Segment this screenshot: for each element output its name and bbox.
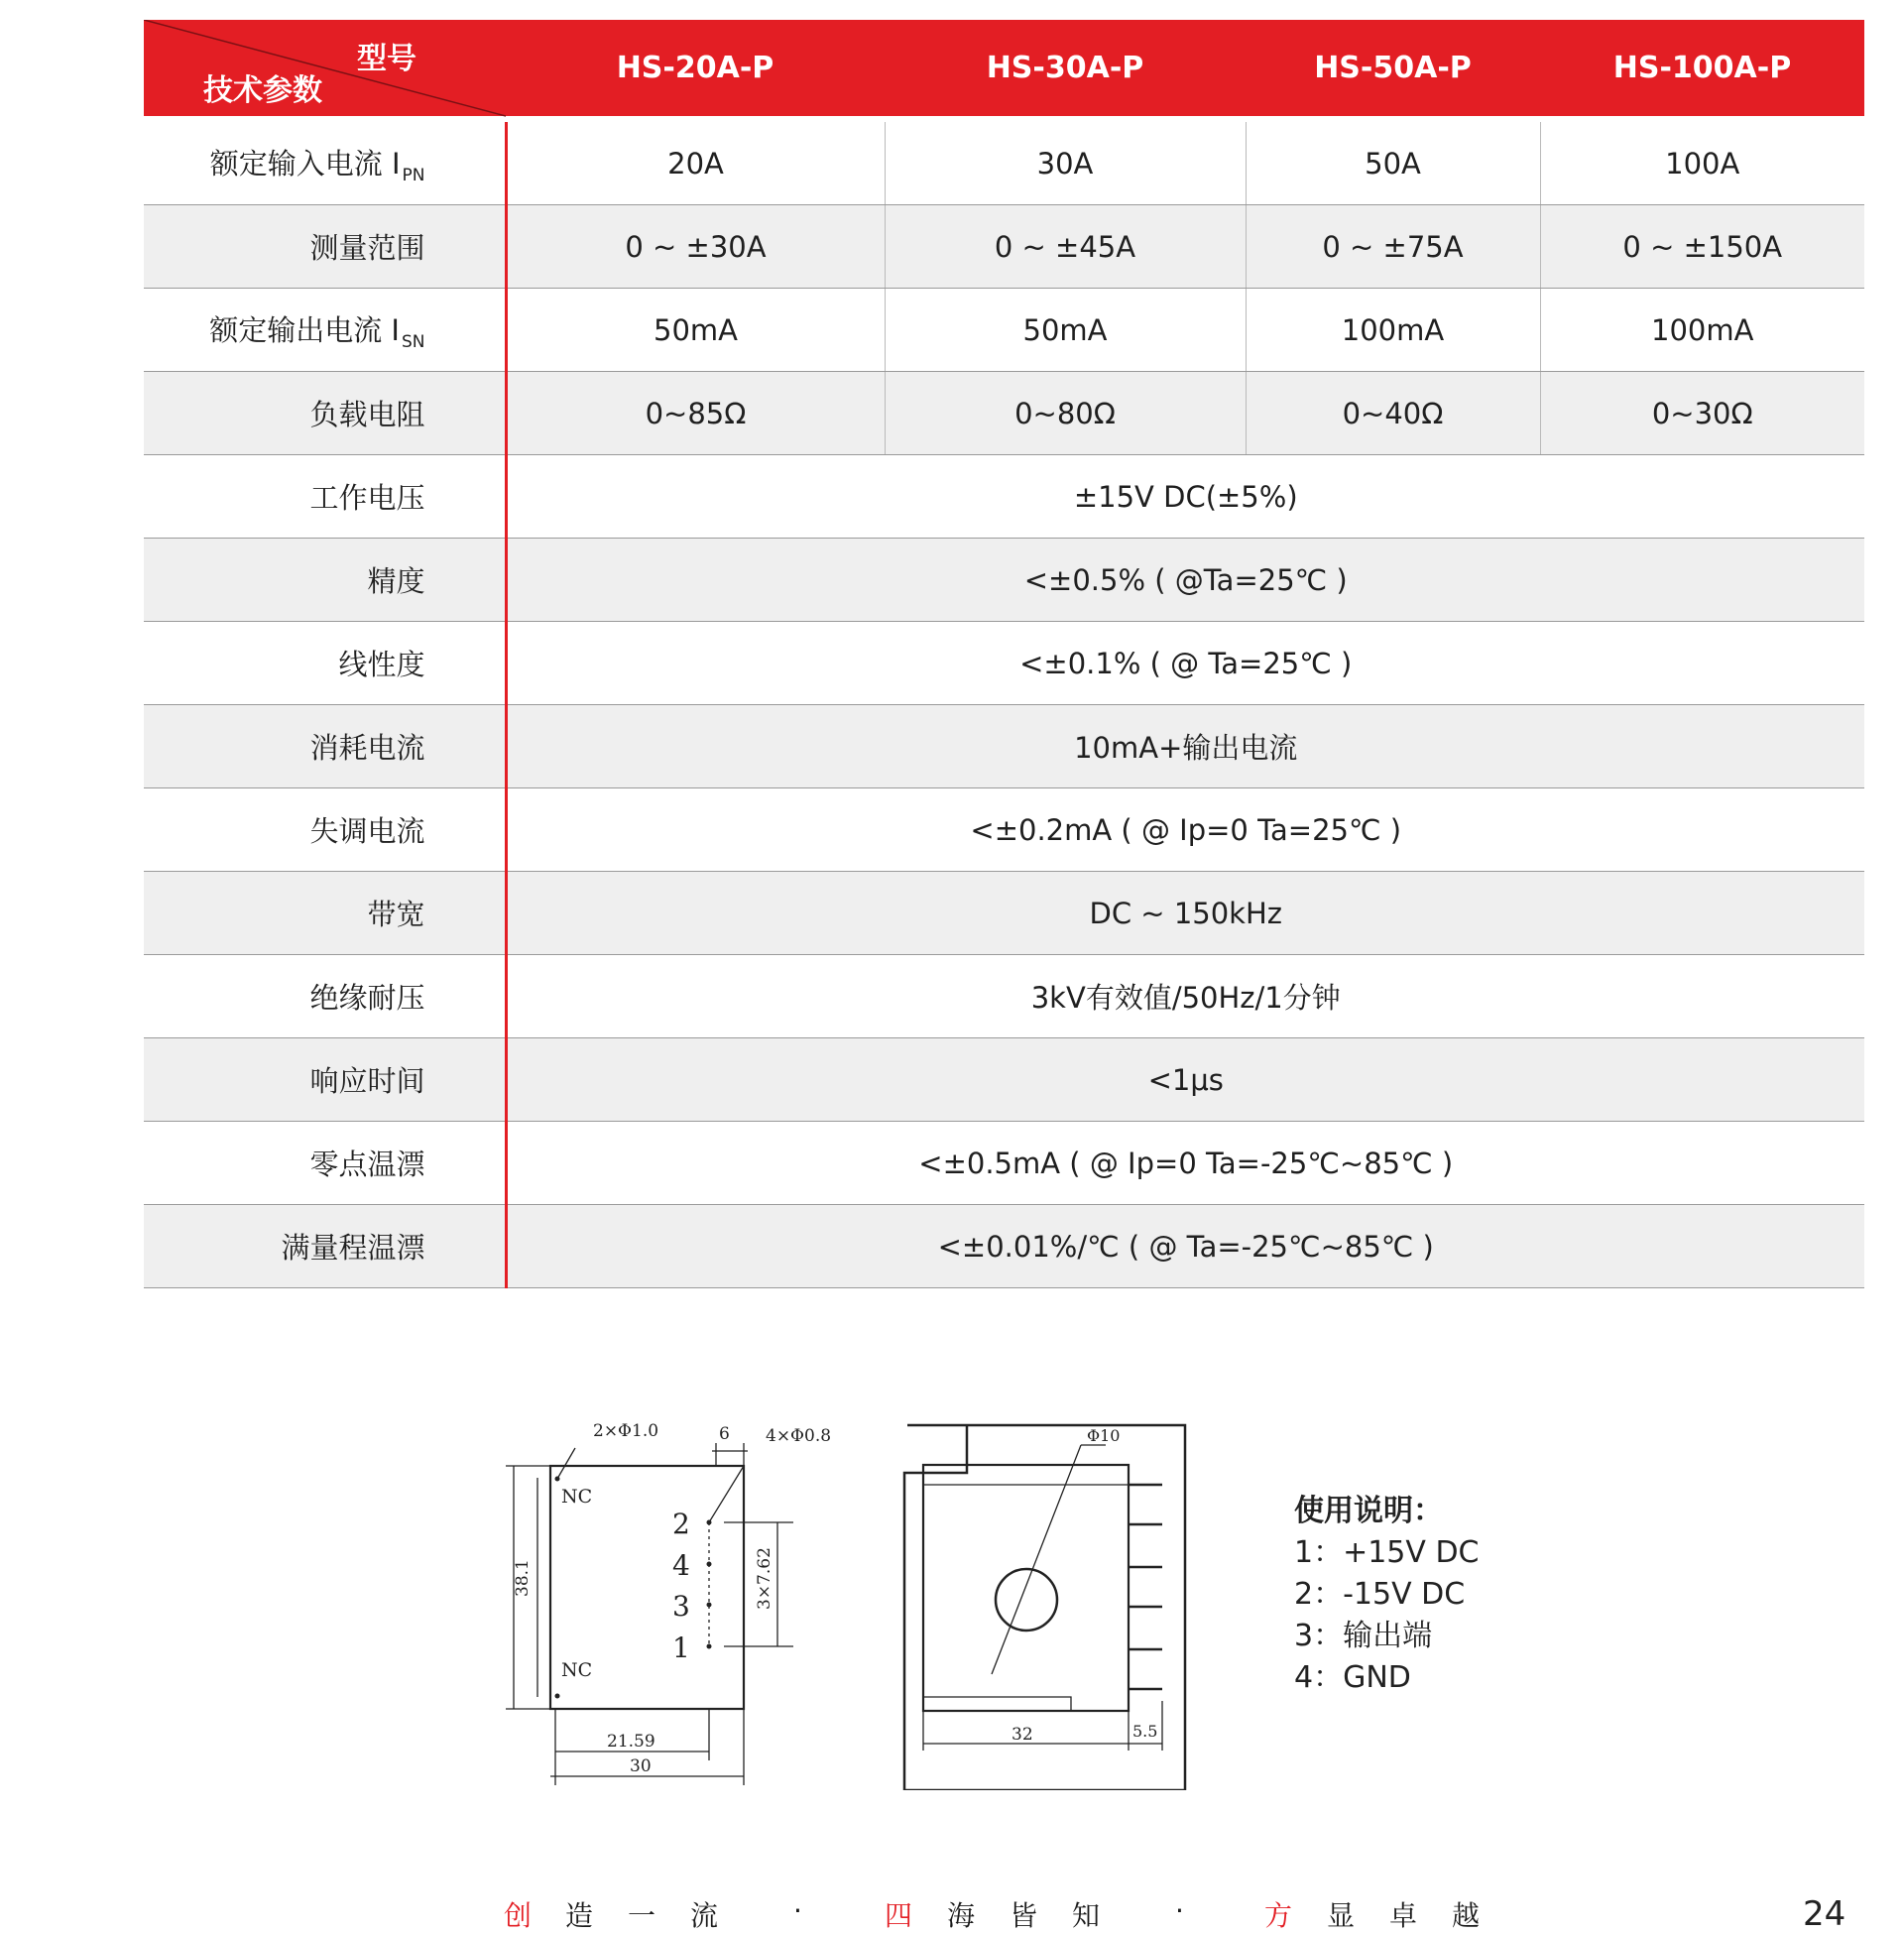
- table-cell: 0 ~ ±45A: [885, 205, 1246, 289]
- table-cell: 100A: [1540, 119, 1864, 205]
- table-cell: ±15V DC(±5%): [506, 455, 1864, 539]
- param-label: 消耗电流: [144, 705, 506, 788]
- dim-pin-span: 21.59: [607, 1732, 655, 1752]
- table-cell: <±0.01%/℃ ( @ Ta=-25℃~85℃ ): [506, 1205, 1864, 1288]
- table-row: [144, 1038, 1864, 1122]
- slogan-dot: ·: [793, 1894, 802, 1927]
- param-label: 负载电阻: [144, 372, 506, 455]
- table-row: [144, 289, 1864, 372]
- dim-6: 6: [719, 1424, 730, 1444]
- usage-line: 4：GND: [1294, 1660, 1411, 1695]
- param-label: 绝缘耐压: [144, 955, 506, 1038]
- table-cell: <1μs: [506, 1038, 1864, 1122]
- usage-title: 使用说明：: [1294, 1494, 1443, 1528]
- table-cell: 0~30Ω: [1540, 372, 1864, 455]
- table-cell: 30A: [885, 119, 1246, 205]
- param-label: 线性度: [144, 622, 506, 705]
- table-header-row: [144, 20, 1864, 119]
- table-row: [144, 788, 1864, 872]
- slogan-char: 流: [690, 1899, 719, 1932]
- table-cell: 0 ~ ±30A: [506, 205, 885, 289]
- slogan-char: 四: [885, 1899, 913, 1932]
- table-cell: 0~40Ω: [1246, 372, 1540, 455]
- table-cell: <±0.2mA ( @ Ip=0 Ta=25℃ ): [506, 788, 1864, 872]
- table-cell: 20A: [506, 119, 885, 205]
- param-label: 精度: [144, 539, 506, 622]
- dim-5-5: 5.5: [1132, 1722, 1158, 1741]
- table-row: [144, 705, 1864, 788]
- table-row: [144, 1205, 1864, 1288]
- pin-label: 1: [672, 1632, 690, 1664]
- nc-label-top: NC: [561, 1486, 593, 1508]
- dim-hole-diameter: Φ10: [1087, 1426, 1121, 1445]
- dim-hole-b: 4×Φ0.8: [766, 1426, 832, 1446]
- param-label: 失调电流: [144, 788, 506, 872]
- table-row: [144, 622, 1864, 705]
- slogan-char: 知: [1072, 1899, 1101, 1932]
- table-cell: 100mA: [1540, 289, 1864, 372]
- spec-table: [144, 20, 1864, 1288]
- corner-label-model: 型号: [357, 42, 416, 76]
- core-hole: [996, 1569, 1057, 1631]
- slogan-char: 海: [947, 1899, 976, 1932]
- table-row: [144, 455, 1864, 539]
- table-cell: <±0.5% ( @Ta=25℃ ): [506, 539, 1864, 622]
- dim-32: 32: [1012, 1725, 1033, 1745]
- table-row: [144, 872, 1864, 955]
- footer-slogan: [0, 1894, 1904, 1934]
- table-cell: <±0.5mA ( @ Ip=0 Ta=-25℃~85℃ ): [506, 1122, 1864, 1205]
- slogan-char: 卓: [1389, 1899, 1418, 1932]
- usage-line: 1：+15V DC: [1294, 1535, 1480, 1570]
- table-row: [144, 119, 1864, 205]
- corner-label-param: 技术参数: [203, 73, 322, 108]
- table-cell: 50mA: [506, 289, 885, 372]
- header-corner-cell: [144, 20, 506, 119]
- model-header: HS-50A-P: [1246, 20, 1540, 119]
- table-cell: 10mA+输出电流: [506, 705, 1864, 788]
- corner-diagonal-line: [144, 20, 506, 119]
- usage-notes: [1294, 1491, 1480, 1699]
- table-cell: 3kV有效值/50Hz/1分钟: [506, 955, 1864, 1038]
- table-row: [144, 1122, 1864, 1205]
- table-cell: 0~80Ω: [885, 372, 1246, 455]
- model-header: HS-20A-P: [506, 20, 885, 119]
- param-label: 零点温漂: [144, 1122, 506, 1205]
- param-label: 额定输出电流 I $_{SN}$: [144, 289, 506, 372]
- param-label: 测量范围: [144, 205, 506, 289]
- slogan-char: 显: [1327, 1899, 1356, 1932]
- slogan-char: 方: [1264, 1899, 1293, 1932]
- pin-label: 3: [672, 1590, 690, 1623]
- pin-label: 2: [672, 1508, 690, 1540]
- param-label: 额定输入电流 I $_{PN}$: [144, 119, 506, 205]
- table-cell: <±0.1% ( @ Ta=25℃ ): [506, 622, 1864, 705]
- dim-pitch: 3×7.62: [755, 1547, 774, 1610]
- table-cell: 100mA: [1246, 289, 1540, 372]
- usage-line: 2：-15V DC: [1294, 1577, 1466, 1612]
- pin-label: 4: [672, 1549, 690, 1582]
- model-header: HS-100A-P: [1540, 20, 1864, 119]
- table-cell: 0~85Ω: [506, 372, 885, 455]
- table-cell: DC ~ 150kHz: [506, 872, 1864, 955]
- dim-width: 30: [630, 1756, 652, 1776]
- param-label: 响应时间: [144, 1038, 506, 1122]
- slogan-char: 创: [504, 1899, 533, 1932]
- nc-label-bottom: NC: [561, 1659, 593, 1681]
- param-label: 满量程温漂: [144, 1205, 506, 1288]
- param-label: 带宽: [144, 872, 506, 955]
- slogan-dot: ·: [1175, 1894, 1184, 1927]
- dim-height: 38.1: [513, 1559, 533, 1597]
- table-row: [144, 205, 1864, 289]
- table-cell: 0 ~ ±150A: [1540, 205, 1864, 289]
- table-cell: 50mA: [885, 289, 1246, 372]
- table-row: [144, 372, 1864, 455]
- page-number: 24: [1803, 1894, 1846, 1934]
- table-row: [144, 955, 1864, 1038]
- slogan-char: 皆: [1010, 1899, 1038, 1932]
- table-cell: 50A: [1246, 119, 1540, 205]
- table-row: [144, 539, 1864, 622]
- param-label: 工作电压: [144, 455, 506, 539]
- mechanical-drawing: [496, 1413, 1210, 1790]
- slogan-char: 一: [628, 1899, 656, 1932]
- table-cell: 0 ~ ±75A: [1246, 205, 1540, 289]
- dim-hole-a: 2×Φ1.0: [593, 1421, 659, 1441]
- slogan-char: 越: [1452, 1899, 1481, 1932]
- slogan-char: 造: [565, 1899, 594, 1932]
- model-header: HS-30A-P: [885, 20, 1246, 119]
- usage-line: 3：输出端: [1294, 1619, 1433, 1653]
